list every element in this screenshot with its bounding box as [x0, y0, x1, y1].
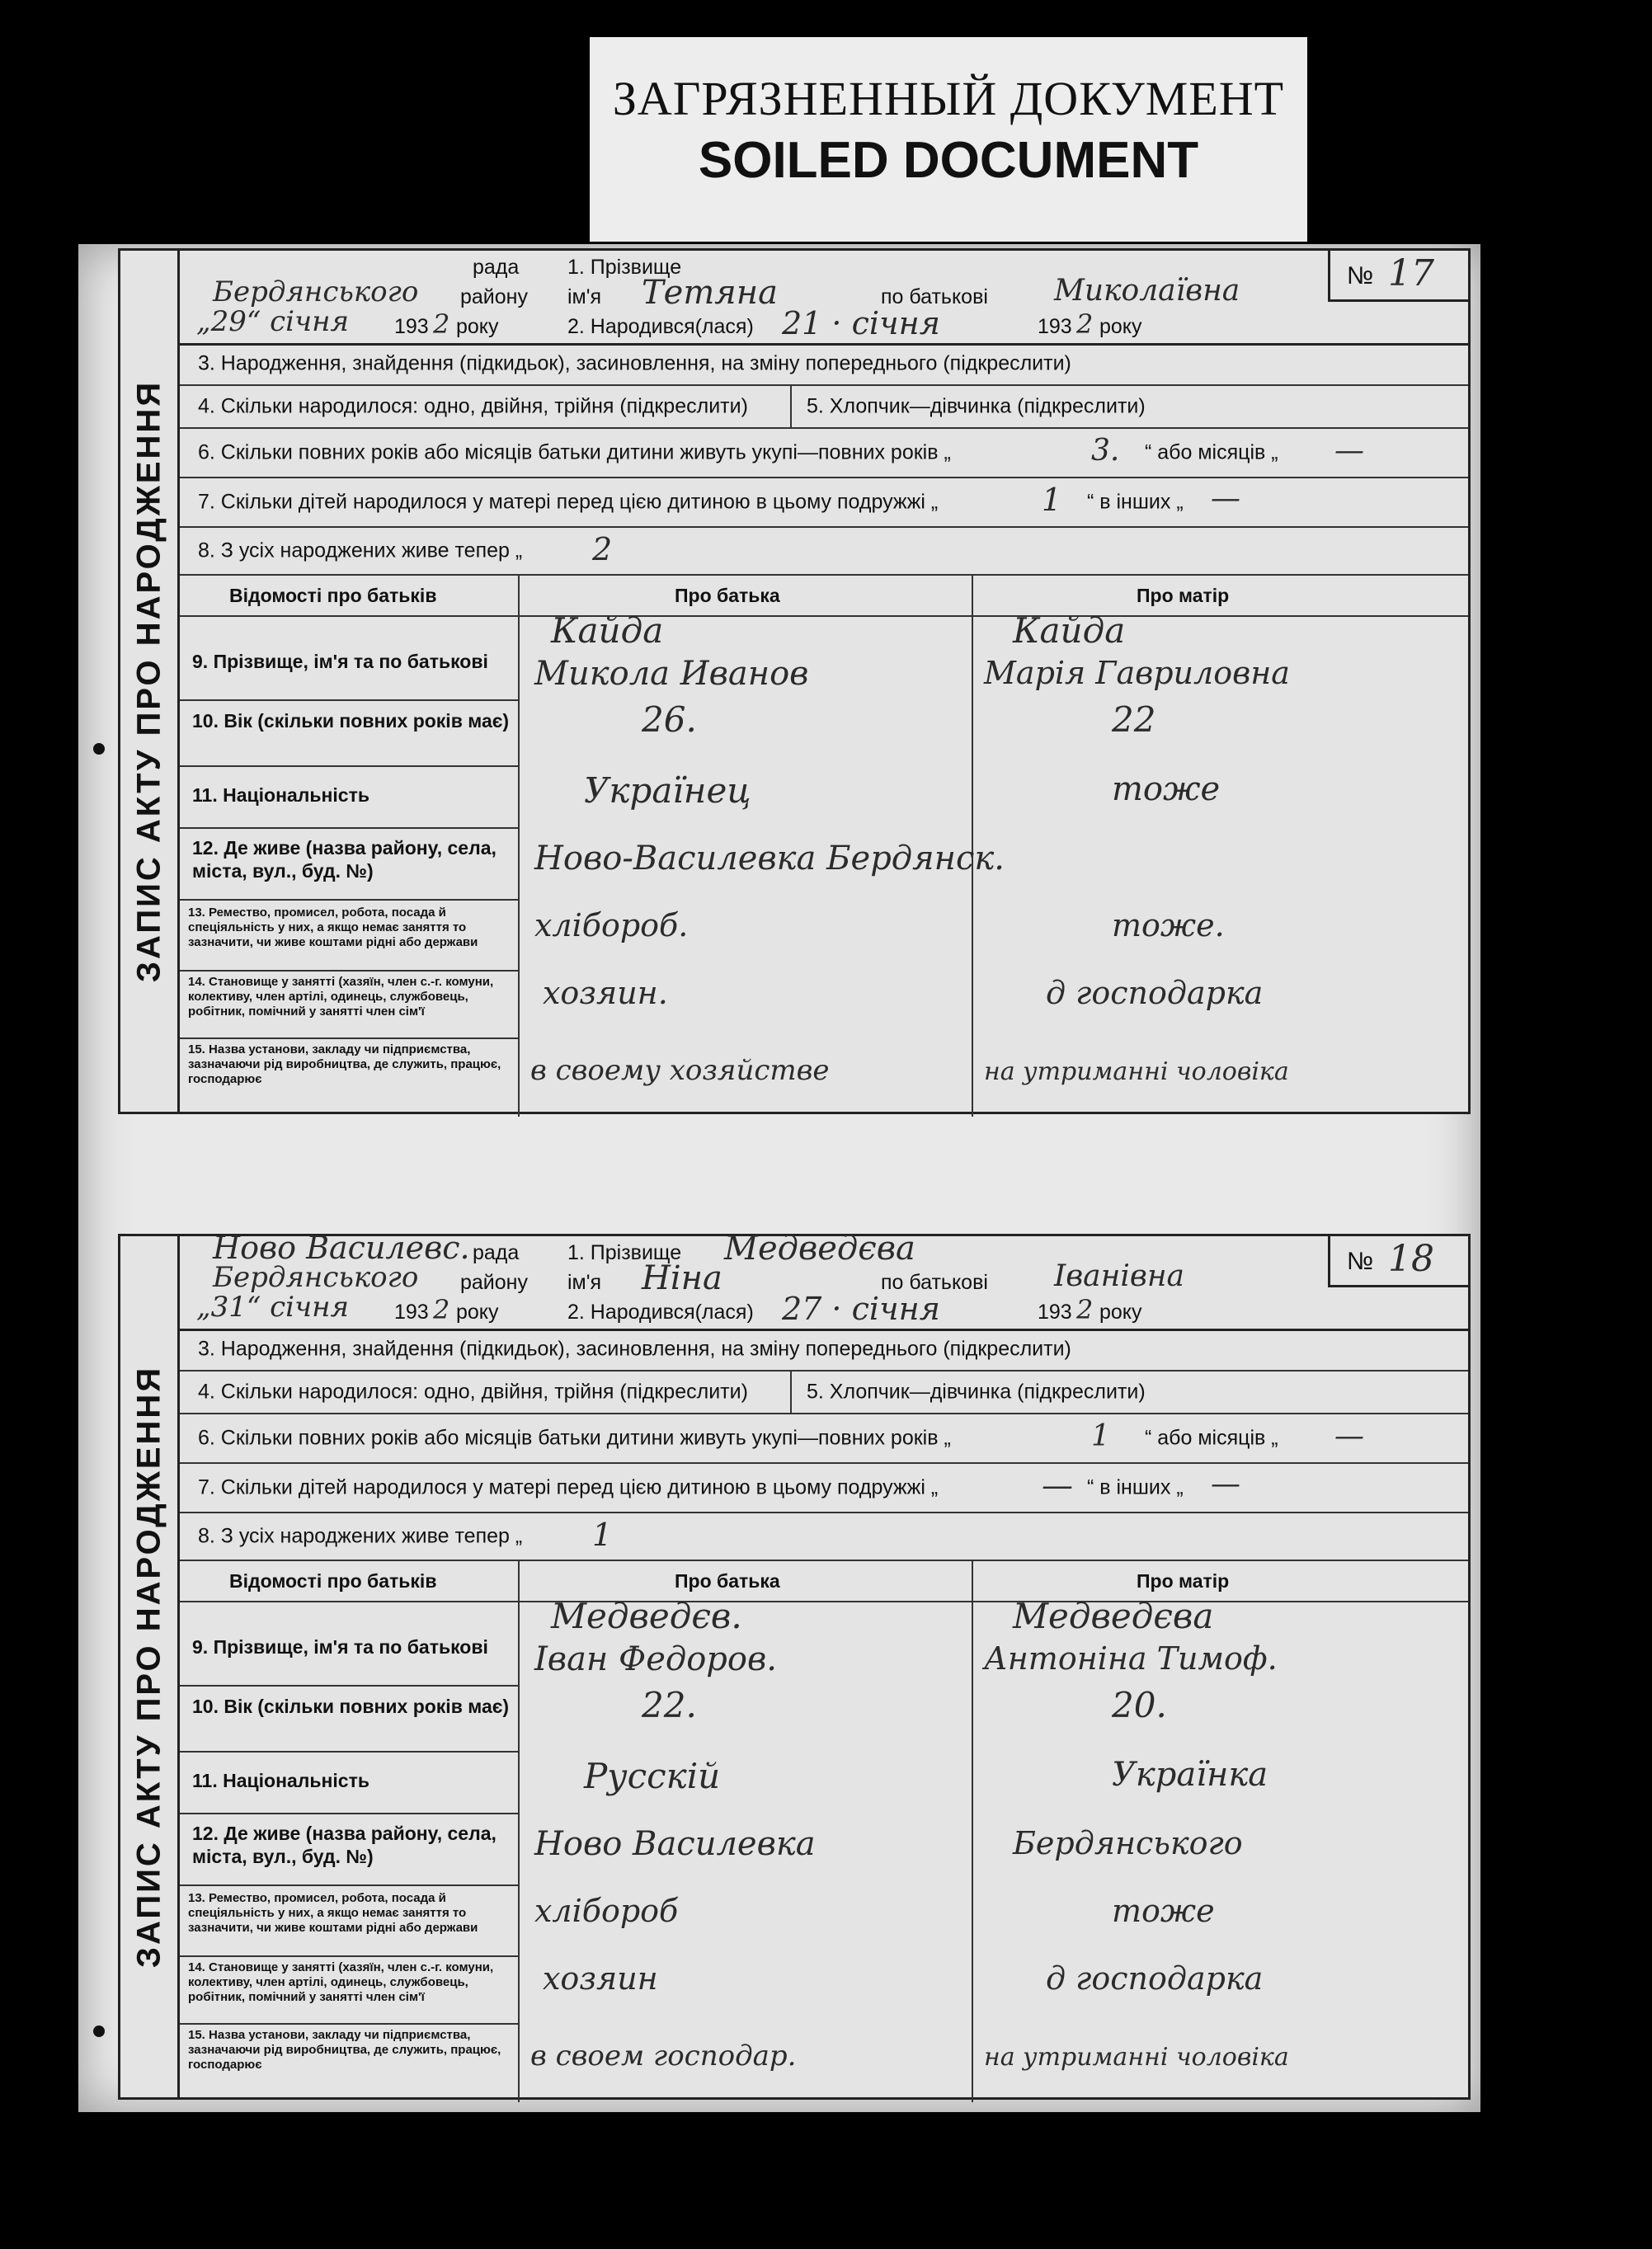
registration-date: „31“ січня — [196, 1291, 350, 1324]
registration-year-digit: 2 — [433, 308, 450, 340]
row-9-label: 9. Прізвище, ім'я та по батькові — [192, 1636, 488, 1658]
row-3 — [180, 343, 1468, 386]
years-together: 3. — [1091, 434, 1120, 468]
row-8 — [180, 528, 1468, 576]
born-year-prefix: 193 — [1038, 315, 1072, 338]
row-7 — [180, 1464, 1468, 1513]
mother-workplace: на утриманні чоловіка — [984, 1057, 1289, 1086]
father-age: 26. — [642, 699, 697, 740]
row-7-label: 7. Скільки дітей народилося у матері перед цією дитиною в цьому подружжі „ — [198, 1475, 939, 1499]
name-label: ім'я — [567, 1271, 602, 1294]
children-other: — — [1211, 482, 1240, 515]
patronymic-label: по батькові — [881, 285, 988, 308]
father-header: Про батька — [675, 585, 780, 606]
mother-occupation: тоже — [1112, 1893, 1215, 1929]
father-residence: Ново-Василевка Бердянск. — [534, 840, 1005, 877]
father-name: Іван Федоров. — [534, 1640, 777, 1678]
row-8 — [180, 1513, 1468, 1561]
row-15-label: 15. Назва установи, закладу чи підприємства, зазначаючи рід виробництва, де служить, працює, господарює — [188, 1042, 501, 1086]
born-label: 2. Народився(лася) — [567, 315, 754, 338]
father-residence: Ново Василевка — [534, 1825, 816, 1863]
father-position: хозяин. — [543, 975, 668, 1011]
row-13-label: 13. Ремество, промисел, робота, посада й спеціяльність у них, а якщо немає заняття то зазначити, чи живе коштами рідні або держави — [188, 906, 478, 949]
row-10-label: 10. Вік (скільки повних років має) — [192, 1696, 510, 1717]
row-6 — [180, 429, 1468, 478]
children-other: — — [1211, 1467, 1240, 1501]
father-header: Про батька — [675, 1570, 780, 1592]
father-nationality: Українец — [584, 770, 751, 811]
months-together: — — [1334, 1419, 1364, 1453]
record-number: 17 — [1388, 252, 1434, 294]
row-13-label: 13. Ремество, промисел, робота, посада й спеціяльність у них, а якщо немає заняття то зазначити, чи живе коштами рідні або держави — [188, 1891, 478, 1935]
side-title — [120, 1236, 180, 2097]
row-7-other-label: “ в інших „ — [1087, 490, 1184, 514]
child-surname: Медведєва — [724, 1230, 915, 1268]
row-4-label: 4. Скільки народилося: одно, двійня, трійня (підкреслити) — [198, 1380, 748, 1404]
row-6-months-label: “ або місяців „ — [1145, 1426, 1278, 1450]
parents-table — [180, 576, 1468, 1117]
child-name: Ніна — [642, 1259, 722, 1297]
children-before: — — [1042, 1467, 1073, 1503]
side-title-text: ЗАПИС АКТУ ПРО НАРОДЖЕННЯ — [130, 1365, 167, 1969]
father-name: Микола Иванов — [534, 655, 809, 693]
rayon-value: Бердянського — [213, 1261, 419, 1294]
father-occupation: хлібороб. — [534, 907, 689, 943]
mother-nationality: Українка — [1112, 1756, 1268, 1794]
row-4-5 — [180, 1372, 1468, 1414]
child-name: Тетяна — [642, 274, 778, 312]
father-surname: Медведєв. — [551, 1596, 742, 1636]
row-11-label: 11. Національність — [192, 1770, 369, 1791]
number-label: № — [1347, 1248, 1374, 1275]
father-workplace: в своем господар. — [530, 2040, 797, 2073]
mother-surname: Кайда — [1013, 610, 1126, 651]
label-english: SOILED DOCUMENT — [698, 132, 1199, 189]
row-7-other-label: “ в інших „ — [1087, 1475, 1184, 1499]
row-3-label: 3. Народження, знайдення (підкидьок), засиновлення, на зміну попереднього (підкреслити) — [198, 351, 1071, 375]
mother-residence: Бердянського — [1013, 1825, 1243, 1861]
registration-year-digit: 2 — [433, 1294, 450, 1325]
mother-name: Марія Гавриловна — [984, 655, 1290, 691]
father-age: 22. — [642, 1685, 697, 1725]
row-4-label: 4. Скільки народилося: одно, двійня, трійня (підкреслити) — [198, 394, 748, 418]
father-surname: Кайда — [551, 610, 664, 651]
mother-header: Про матір — [1137, 1570, 1230, 1592]
row-7-label: 7. Скільки дітей народилося у матері перед цією дитиною в цьому подружжі „ — [198, 490, 939, 514]
mother-occupation: тоже. — [1112, 907, 1225, 943]
birth-record-18 — [118, 1230, 1471, 2100]
parents-info-header: Відомості про батьків — [229, 585, 437, 606]
child-patronymic: Іванівна — [1054, 1259, 1184, 1293]
label-russian: ЗАГРЯЗНЕННЫЙ ДОКУМЕНТ — [612, 72, 1285, 125]
row-8-label: 8. З усіх народжених живе тепер „ — [198, 1524, 523, 1548]
mother-surname: Медведєва — [1013, 1596, 1214, 1636]
parents-info-header: Відомості про батьків — [229, 1570, 437, 1592]
soiled-document-label — [590, 37, 1307, 242]
mother-position: д господарка — [1046, 975, 1264, 1011]
born-roku: року — [1099, 1301, 1142, 1324]
row-15-label: 15. Назва установи, закладу чи підприємства, зазначаючи рід виробництва, де служить, працює, господарює — [188, 2028, 501, 2072]
born-label: 2. Народився(лася) — [567, 1301, 754, 1324]
father-workplace: в своему хозяйстве — [530, 1054, 830, 1087]
birth-record-17 — [118, 248, 1471, 1114]
row-7 — [180, 478, 1468, 528]
name-label: ім'я — [567, 285, 602, 308]
hole-mark — [93, 2026, 105, 2037]
row-11-label: 11. Національність — [192, 784, 369, 806]
row-5-label: 5. Хлопчик—дівчинка (підкреслити) — [807, 394, 1146, 418]
registration-date: „29“ січня — [196, 305, 350, 338]
record-header: рада Бердянського району „29“ січня 193 2 року 1. Прізвище ім'я Тетяна по батькові Миколаївна 2. Народився(лася) 21 · січня 193 2 року № 17 — [180, 251, 1468, 346]
record-number-box — [1328, 1236, 1468, 1287]
born-year-prefix: 193 — [1038, 1301, 1072, 1324]
row-12-label: 12. Де живе (назва району, села, міста, вул., буд. №) — [192, 837, 497, 882]
row-3-label: 3. Народження, знайдення (підкидьок), засиновлення, на зміну попереднього (підкреслити) — [198, 1337, 1071, 1361]
parents-table — [180, 1561, 1468, 2102]
row-3 — [180, 1329, 1468, 1372]
father-nationality: Русскій — [584, 1756, 721, 1796]
rayon-label: району — [460, 285, 528, 308]
side-title — [120, 251, 180, 1112]
row-6-label: 6. Скільки повних років або місяців батьки дитини живуть укупі—повних років „ — [198, 440, 951, 464]
rada-label: рада — [473, 1241, 520, 1264]
rada-value: Ново Василевс. — [213, 1230, 470, 1266]
months-together: — — [1334, 434, 1364, 468]
surname-label: 1. Прізвище — [567, 256, 682, 279]
mother-age: 22 — [1112, 699, 1156, 740]
mother-name: Антоніна Тимоф. — [984, 1640, 1278, 1677]
born-roku: року — [1099, 315, 1142, 338]
row-5-label: 5. Хлопчик—дівчинка (підкреслити) — [807, 1380, 1146, 1404]
mother-workplace: на утриманні чоловіка — [984, 2043, 1289, 2072]
children-before: 1 — [1042, 482, 1062, 518]
register-page — [78, 244, 1480, 2112]
rayon-value: Бердянського — [213, 275, 419, 308]
surname-label: 1. Прізвище — [567, 1241, 682, 1264]
row-10-label: 10. Вік (скільки повних років має) — [192, 710, 510, 732]
alive-count: 1 — [592, 1517, 613, 1553]
father-occupation: хлібороб — [534, 1893, 679, 1929]
born-date: 27 · січня — [782, 1291, 940, 1327]
rada-label: рада — [473, 256, 520, 279]
born-year-digit: 2 — [1076, 308, 1094, 340]
row-4-5 — [180, 386, 1468, 429]
row-14-label: 14. Становище у занятті (хазяїн, член с.-г. комуни, колективу, член артілі, одинець, службовець, робітник, помічний у занятті член сім'ї — [188, 1960, 494, 2004]
born-year-digit: 2 — [1076, 1294, 1094, 1325]
registration-roku: року — [456, 315, 499, 338]
row-14-label: 14. Становище у занятті (хазяїн, член с.-г. комуни, колективу, член артілі, одинець, службовець, робітник, помічний у занятті член сім'ї — [188, 975, 494, 1019]
rayon-label: району — [460, 1271, 528, 1294]
registration-roku: року — [456, 1301, 499, 1324]
row-6 — [180, 1414, 1468, 1464]
alive-count: 2 — [592, 531, 613, 567]
years-together: 1 — [1091, 1419, 1110, 1453]
record-header: Ново Василевс. рада Бердянського району „31“ січня 193 2 року 1. Прізвище Медведєва ім'я Ніна по батькові Іванівна 2. Народився(лася) 27 · січня 193 2 року № 18 — [180, 1236, 1468, 1331]
father-position: хозяин — [543, 1960, 658, 1997]
row-6-months-label: “ або місяців „ — [1145, 440, 1278, 464]
mother-nationality: тоже — [1112, 770, 1221, 808]
record-number-box — [1328, 251, 1468, 302]
side-title-text: ЗАПИС АКТУ ПРО НАРОДЖЕННЯ — [130, 379, 167, 983]
hole-mark — [93, 743, 105, 755]
patronymic-label: по батькові — [881, 1271, 988, 1294]
mother-position: д господарка — [1046, 1960, 1264, 1997]
record-number: 18 — [1388, 1238, 1434, 1280]
row-9-label: 9. Прізвище, ім'я та по батькові — [192, 651, 488, 672]
born-date: 21 · січня — [782, 305, 940, 341]
mother-header: Про матір — [1137, 585, 1230, 606]
row-12-label: 12. Де живе (назва району, села, міста, вул., буд. №) — [192, 1823, 497, 1867]
number-label: № — [1347, 262, 1374, 289]
mother-age: 20. — [1112, 1685, 1167, 1725]
row-8-label: 8. З усіх народжених живе тепер „ — [198, 539, 523, 562]
row-6-label: 6. Скільки повних років або місяців батьки дитини живуть укупі—повних років „ — [198, 1426, 951, 1450]
child-patronymic: Миколаївна — [1054, 274, 1240, 308]
